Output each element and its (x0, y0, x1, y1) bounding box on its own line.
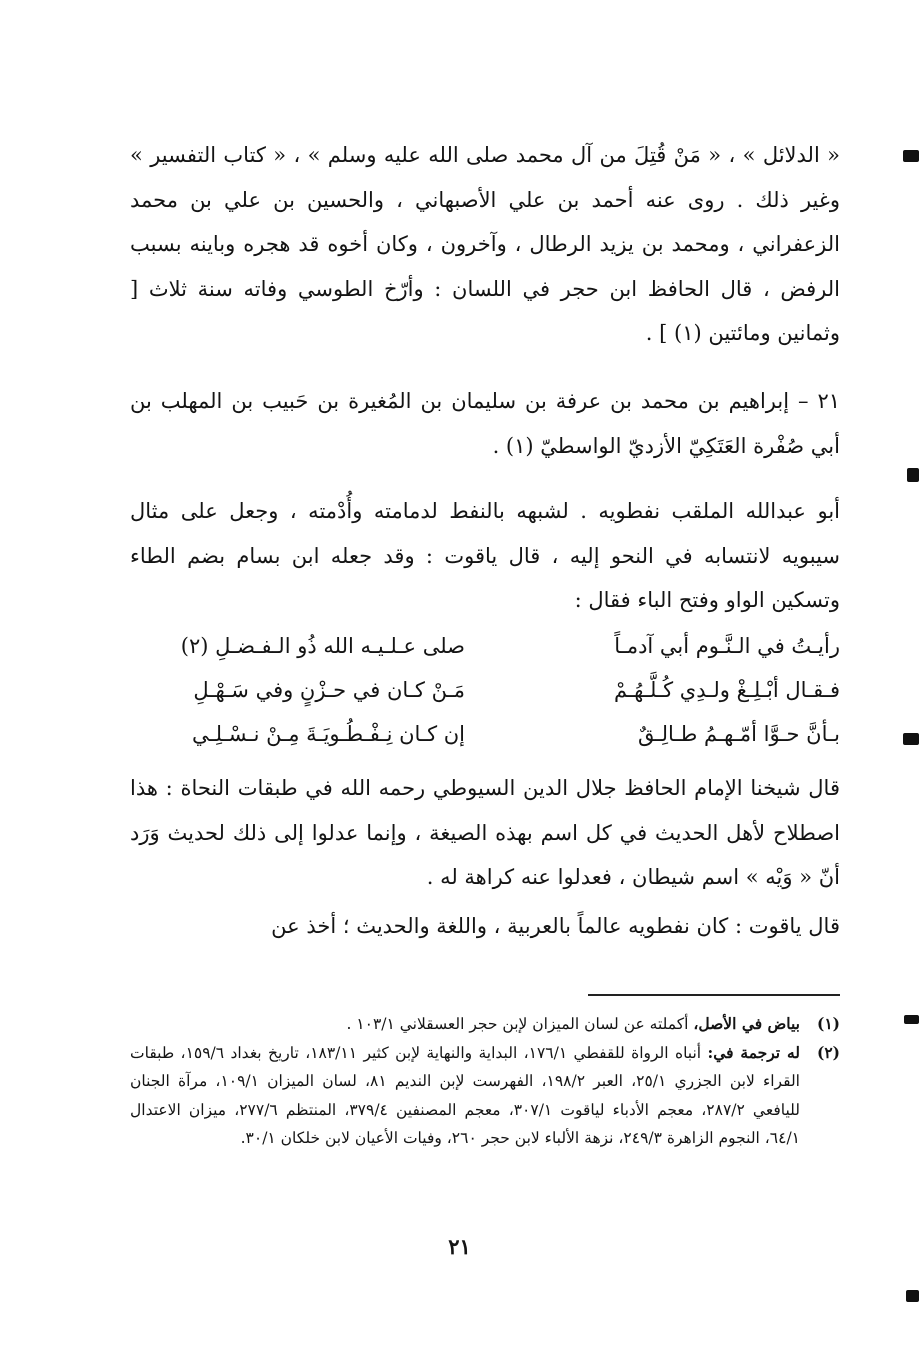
poem-hemistich-first: بـأنَّ حـوَّا أمّـهـمُ طـالِـقٌ (637, 722, 840, 746)
scan-edge-mark (906, 1290, 919, 1302)
poem-hemistich-first: رأيـتُ في الـنَّـوم أبي آدمـاً (614, 634, 840, 658)
poem-verse (130, 668, 840, 712)
poem-hemistich-first: فـقـال أبْـلِـغْ ولـدِي كُـلَّـهُـمْ (614, 678, 840, 702)
page-number: ٢١ (448, 1234, 471, 1259)
entry-heading-21: ٢١ – إبراهيم بن محمد بن عرفة بن سليمان بن المُغيرة بن حَبيب بن المهلب بن أبي صُفْرة العَتَكِيّ الأزديّ الواسطيّ (١) . (130, 389, 840, 458)
poem-hemistich-second: صلى عـلـيـه الله ذُو الـفـضـلِ (٢) (180, 634, 465, 658)
footnote (130, 1010, 840, 1039)
paragraph-yaqut: قال ياقوت : كان نفطويه عالماً بالعربية ، واللغة والحديث ؛ أخذ عن (271, 914, 840, 938)
poem (130, 624, 840, 756)
scan-edge-mark (904, 1015, 919, 1024)
footnote-text (130, 1039, 800, 1153)
poem-hemistich-second: إن كـان نِـفْـطُـويَـةَ مِـنْ نـسْـلِـي (191, 722, 465, 746)
footnote-number: (٢) (816, 1042, 840, 1062)
poem-verse (130, 624, 840, 668)
footnotes (130, 1010, 840, 1153)
scan-edge-mark (907, 468, 919, 482)
footnote-body: أنباه الرواة للقفطي ١٧٦/١، البداية والنهاية لإبن كثير ١٨٣/١١، تاريخ بغداد ١٥٩/٦، طبقات القراء لابن الجزري ٢٥/١، العبر ١٩٨/٢، الفهرست لإبن النديم ٨١، لسان الميزان ١٠٩/١، مرآة الجنان لليافعي ٢٨٧/٢، معجم الأدباء لياقوت ٣٠٧/١، معجم المصنفين ٣٧٩/٤، المنتظم ٢٧٧/٦، ميزان الاعتدال ٦٤/١، النجوم الزاهرة ٢٤٩/٣، نزهة الألباء لابن حجر ٢٦٠، وفيات الأعيان لابن خلكان ٣٠/١. (130, 1043, 800, 1147)
footnote-separator (588, 994, 840, 996)
poem-hemistich-second: مَـنْ كـان في حـزْنٍ وفي سَـهْـلِ (193, 678, 465, 702)
paragraph-continuation: « الدلائل » ، « مَنْ قُتِلَ من آل محمد صلى الله عليه وسلم » ، « كتاب التفسير » وغير ذلك . روى عنه أحمد بن علي الأصبهاني ، والحسين بن علي بن محمد الزعفراني ، ومحمد بن يزيد الرطال ، وآخرون ، وكان أخوه قد هجره وباينه بسبب الرفض ، قال الحافظ ابن حجر في اللسان : وأرّخ الطوسي وفاته سنة ثلاث [ وثمانين ومائتين (١) ] . (130, 143, 840, 345)
scan-edge-mark (903, 150, 919, 162)
footnote-number: (١) (816, 1014, 840, 1033)
poem-verse (130, 712, 840, 756)
footnote-lead: له ترجمة في: (707, 1042, 800, 1062)
footnote-text (130, 1010, 800, 1039)
footnote (130, 1039, 840, 1153)
footnote-body: أكملته عن لسان الميزان لإبن حجر العسقلاني ١٠٣/١ . (346, 1015, 694, 1033)
paragraph-suyuti: قال شيخنا الإمام الحافظ جلال الدين السيوطي رحمه الله في طبقات النحاة : هذا اصطلاح لأهل الحديث في كل اسم بهذه الصيغة ، وإنما عدلوا إلى ذلك لحديث وَرَد أنّ « وَيْه » اسم شيطان ، فعدلوا عنه كراهة له . (130, 776, 840, 889)
footnote-lead: بياض في الأصل، (693, 1014, 800, 1033)
paragraph-nickname: أبو عبدالله الملقب نفطويه . لشبهه بالنفط لدمامته وأُدْمته ، وجعل على مثال سيبويه لانتسابه في النحو إليه ، قال ياقوت : وقد جعله ابن بسام بضم الطاء وتسكين الواو وفتح الباء فقال : (130, 499, 840, 612)
scan-edge-mark (903, 733, 919, 745)
